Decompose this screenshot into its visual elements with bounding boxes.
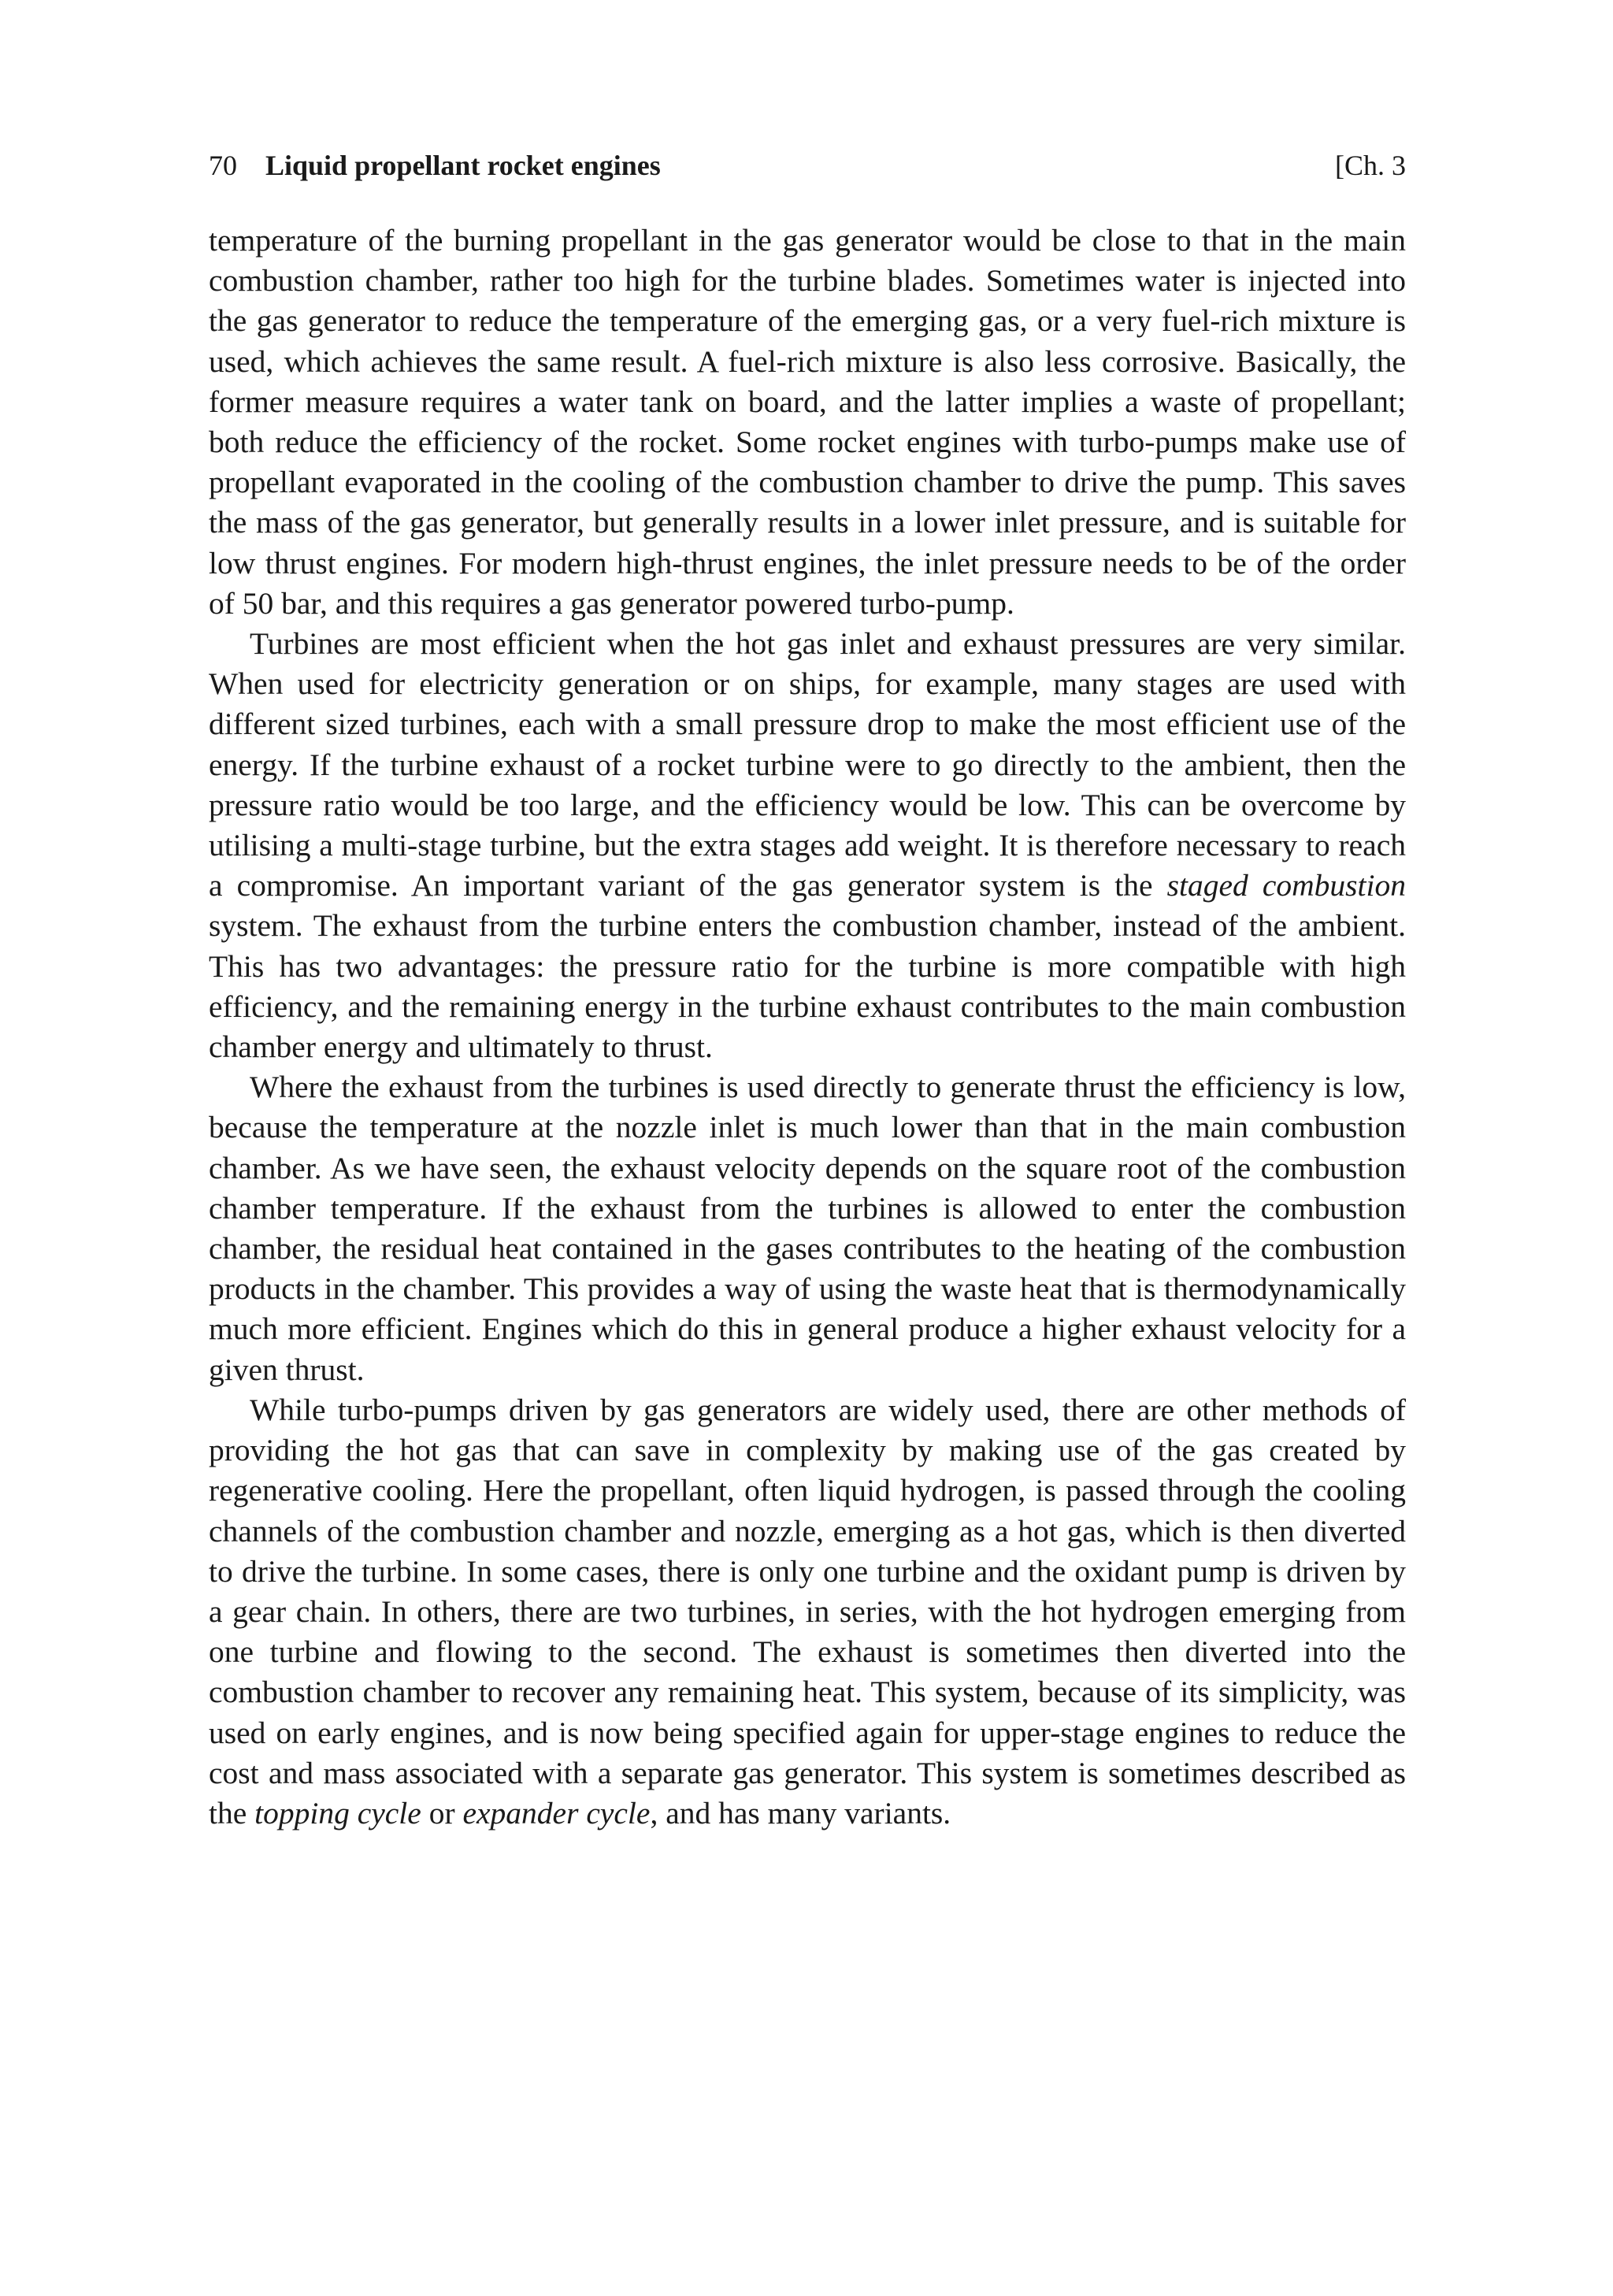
body-text — [209, 221, 1406, 1834]
text-run: or — [421, 1795, 463, 1830]
paragraph-2 — [209, 624, 1406, 1067]
text-run: While turbo-pumps driven by gas generators are widely used, there are other methods of providing the hot gas that can save in complexity by making use of the gas created by regenerative cooling. Here the propellant, often liquid hydrogen, is passed through the cooling channels of the combustion chamber and nozzle, emerging as a hot gas, which is then diverted to drive the turbine. In some cases, there is only one turbine and the oxidant pump is driven by a gear chain. In others, there are two turbines, in series, with the hot hydrogen emerging from one turbine and flowing to the second. The exhaust is sometimes then diverted into the combustion chamber to recover any remaining heat. This system, because of its simplicity, was used on early engines, and is now being specified again for upper-stage engines to reduce the cost and mass associated with a separate gas generator. This system is sometimes described as the — [209, 1392, 1406, 1830]
italic-term-staged-combustion: staged combustion — [1166, 868, 1406, 903]
page-number: 70 — [209, 150, 237, 181]
page-header — [209, 143, 1406, 187]
paragraph-4 — [209, 1390, 1406, 1834]
paragraph-3 — [209, 1067, 1406, 1390]
text-run: , and has many variants. — [650, 1795, 951, 1830]
text-run: Where the exhaust from the turbines is used directly to generate thrust the efficiency is low, because the temperature at the nozzle inlet is much lower than that in the main combustion chamber. As we have seen, the exhaust velocity depends on the square root of the combustion chamber temperature. If the exhaust from the turbines is allowed to enter the combustion chamber, the residual heat contained in the gases contributes to the heating of the combustion products in the chamber. This provides a way of using the waste heat that is thermodynamically much more efficient. Engines which do this in general produce a higher exhaust velocity for a given thrust. — [209, 1070, 1406, 1387]
text-run: system. The exhaust from the turbine enters the combustion chamber, instead of the ambient. This has two advantages: the pressure ratio for the turbine is more compatible with high efficiency, and the remaining energy in the turbine exhaust contributes to the main combustion chamber energy and ultimately to thrust. — [209, 908, 1406, 1065]
paragraph-1 — [209, 221, 1406, 624]
running-title: Liquid propellant rocket engines — [265, 150, 661, 181]
text-run: Turbines are most efficient when the hot gas inlet and exhaust pressures are very similar. When used for electricity generation or on ships, for example, many stages are used with different sized turbines, each with a small pressure drop to make the most efficient use of the energy. If the turbine exhaust of a rocket turbine were to go directly to the ambient, then the pressure ratio would be too large, and the efficiency would be low. This can be overcome by utilising a multi-stage turbine, but the extra stages add weight. It is therefore necessary to reach a compromise. An important variant of the gas generator system is the — [209, 626, 1406, 903]
text-run: temperature of the burning propellant in the gas generator would be close to that in the main combustion chamber, rather too high for the turbine blades. Sometimes water is injected into the gas generator to reduce the temperature of the emerging gas, or a very fuel-rich mixture is used, which achieves the same result. A fuel-rich mixture is also less corrosive. Basically, the former measure requires a water tank on board, and the latter implies a waste of propellant; both reduce the efficiency of the rocket. Some rocket engines with turbo-pumps make use of propellant evaporated in the cooling of the combustion chamber to drive the pump. This saves the mass of the gas generator, but generally results in a lower inlet pressure, and is suitable for low thrust engines. For modern high-thrust engines, the inlet pressure needs to be of the order of 50 bar, and this requires a gas generator powered turbo-pump. — [209, 223, 1406, 621]
italic-term-topping-cycle: topping cycle — [254, 1795, 421, 1830]
chapter-reference: [Ch. 3 — [1335, 150, 1406, 181]
italic-term-expander-cycle: expander cycle — [462, 1795, 651, 1830]
